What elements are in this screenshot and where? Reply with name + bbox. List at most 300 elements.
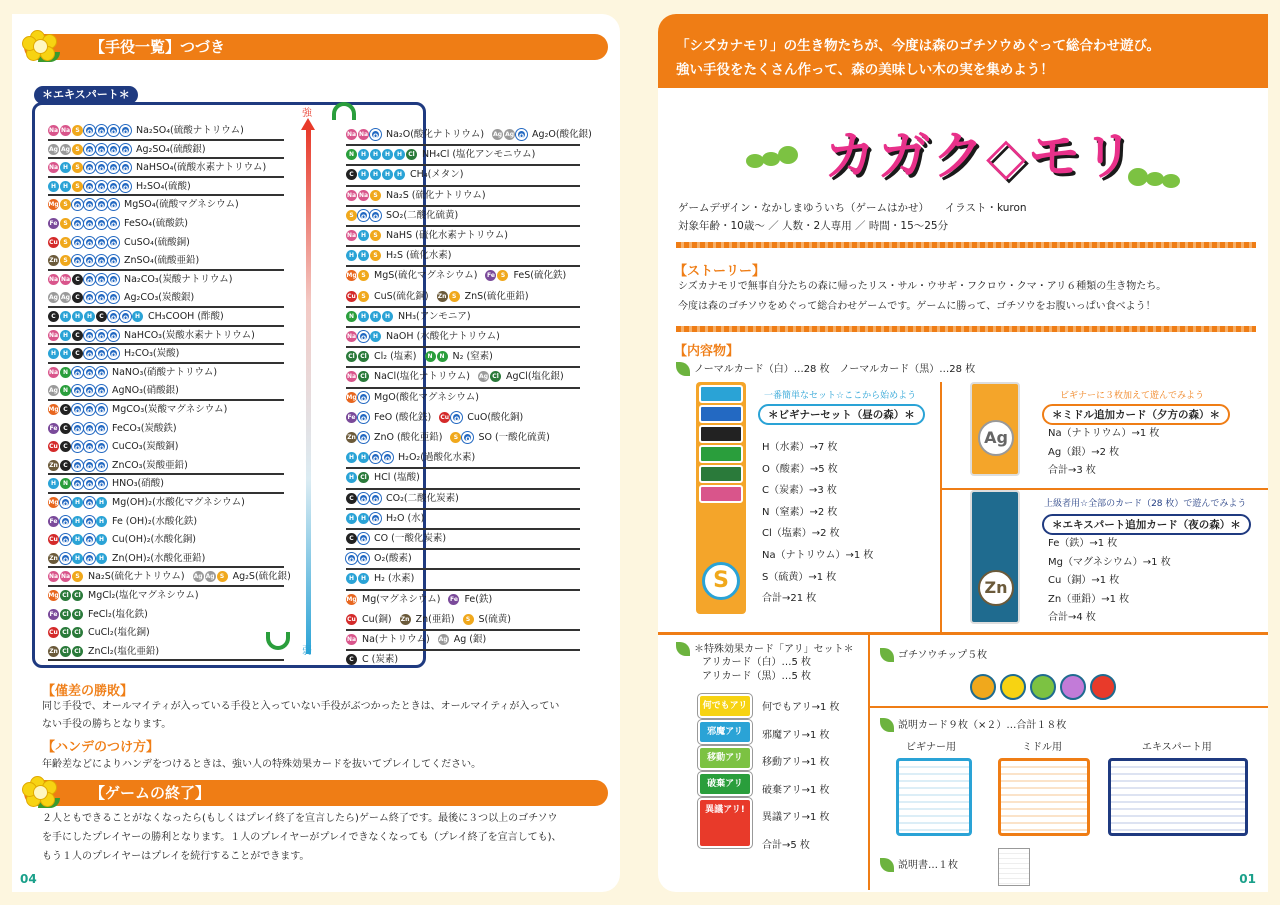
acorn-chip-icon — [970, 674, 996, 700]
hand-row — [346, 469, 428, 486]
hand-row — [48, 252, 207, 269]
element-chip-c: C — [72, 330, 83, 341]
formula-text: S(硫黄) — [478, 613, 511, 625]
special-title: ＊特殊効果カード「アリ」セット＊ — [676, 642, 854, 656]
element-chip-h: H — [48, 348, 59, 359]
element-chip-h: H — [48, 478, 59, 489]
list-item: Mg（マグネシウム）→1 枚 — [1048, 556, 1171, 568]
ant-card: 何でもアリ — [698, 694, 752, 718]
element-chip-o: O — [96, 199, 107, 210]
element-chip-ag: Ag — [61, 294, 70, 302]
hand-row — [346, 550, 420, 567]
hand-row — [346, 187, 494, 204]
formula-text: CH₃COOH (酢酸) — [148, 311, 224, 322]
intro-banner — [658, 14, 1268, 88]
hand-row — [346, 651, 406, 668]
formula-text: MgCl₂(塩化マグネシウム) — [88, 590, 199, 601]
element-chip-cl: Cl — [346, 351, 357, 362]
hand-row — [48, 531, 204, 548]
expert-set-label: ＊エキスパート追加カード（夜の森）＊ — [1042, 514, 1251, 535]
element-chip-h: H — [96, 534, 107, 545]
element-chip-o: O — [451, 412, 462, 423]
list-item: O（酸素）→5 枚 — [762, 463, 838, 475]
element-chip-o: O — [72, 478, 83, 489]
element-chip-o: O — [84, 274, 95, 285]
story-text-1: シズカナモリで無事自分たちの森に帰ったリス・サル・ウサギ・フクロウ・クマ・アリ６種類の生き物たち。 — [678, 281, 1167, 292]
element-chip-cl: Cl — [358, 351, 369, 362]
element-chip-o: O — [84, 292, 95, 303]
list-item: Ag（銀）→2 枚 — [1048, 446, 1120, 458]
element-chip-o: O — [96, 237, 107, 248]
element-chip-cu: Cu — [440, 413, 450, 421]
formula-text: Cu(銅) — [362, 613, 392, 625]
hand-row — [346, 449, 483, 466]
formula-text: NH₃(アンモニア) — [398, 310, 471, 322]
element-chip-o: O — [96, 441, 107, 452]
element-chip-o: O — [108, 125, 119, 136]
list-item: 破棄アリ→1 枚 — [762, 784, 830, 796]
hand-row — [346, 490, 467, 507]
flower-icon — [16, 774, 68, 812]
formula-text: Cu(OH)₂(水酸化銅) — [112, 534, 196, 546]
formula-text: H₂CO₃(炭酸) — [124, 348, 180, 360]
hand-row — [48, 289, 202, 306]
element-chip-s: S — [60, 199, 71, 210]
formula-text: Fe(鉄) — [464, 593, 493, 605]
element-chip-o: O — [96, 218, 107, 229]
element-chip-h: H — [72, 534, 83, 545]
formula-text: NaNO₃(硝酸ナトリウム) — [112, 366, 218, 378]
element-chip-ag: Ag — [61, 145, 70, 153]
element-chip-o: O — [108, 330, 119, 341]
formula-text: MgS(硫化マグネシウム) — [374, 270, 478, 282]
hande-text: 年齢差などによりハンデをつけるときは、強い人の特殊効果カードを抜いてプレイしてください。 — [42, 759, 482, 770]
handicap-title: 【僅差の勝敗】 — [42, 684, 134, 699]
formula-text: CuS(硫化銅) — [374, 290, 429, 302]
formula-text: MgCO₃(炭酸マグネシウム) — [112, 404, 228, 415]
formula-text: CH₄(メタン) — [410, 169, 464, 181]
formula-text: O₂(酸素) — [374, 553, 412, 565]
element-chip-o: O — [120, 162, 131, 173]
element-chip-o: O — [96, 255, 107, 266]
element-chip-h: H — [72, 311, 83, 322]
hand-row — [48, 308, 232, 325]
element-chip-o: O — [370, 452, 381, 463]
element-chip-ag: Ag — [49, 387, 58, 395]
element-chip-h: H — [346, 573, 357, 584]
element-chip-n: N — [60, 367, 71, 378]
element-chip-na: Na — [48, 127, 59, 134]
formula-text: AgNO₃(硝酸銀) — [112, 385, 179, 397]
element-chip-cl: Cl — [406, 149, 417, 160]
element-chip-cl: Cl — [72, 646, 83, 657]
special-sub-2: アリカード（黒）…5 枚 — [702, 671, 812, 682]
element-chip-h: H — [394, 149, 405, 160]
element-chip-fe: Fe — [49, 517, 58, 525]
hand-row — [346, 126, 600, 143]
element-chip-o: O — [84, 367, 95, 378]
hand-row — [346, 207, 466, 224]
element-chip-o: O — [72, 218, 83, 229]
carrot-chip-icon — [1030, 674, 1056, 700]
element-chip-o: O — [72, 404, 83, 415]
element-chip-fe: Fe — [347, 413, 356, 421]
hand-row — [346, 409, 531, 426]
chips-title: ゴチソウチップ５枚 — [880, 646, 987, 665]
list-item: Cl（塩素）→2 枚 — [762, 528, 840, 540]
element-chip-o: O — [120, 311, 131, 322]
formula-text: SO₂(二酸化硫黄) — [386, 209, 459, 221]
hand-row — [48, 513, 205, 530]
element-chip-o: O — [120, 181, 131, 192]
explain-label-expert: エキスパート用 — [1142, 742, 1212, 753]
element-chip-n: N — [60, 385, 71, 396]
formula-text: H₂S (硫化水素) — [386, 250, 452, 262]
element-chip-h: H — [382, 149, 393, 160]
element-chip-na: Na — [346, 636, 357, 643]
element-chip-ag: Ag — [193, 573, 203, 581]
element-chip-o: O — [84, 144, 95, 155]
element-chip-na: Na — [60, 573, 71, 581]
element-chip-o: O — [96, 125, 107, 136]
element-chip-o: O — [84, 237, 95, 248]
explain-card-beginner — [896, 758, 972, 836]
element-chip-na: Na — [346, 333, 357, 340]
formula-text: Na₂SO₄(硫酸ナトリウム) — [136, 125, 244, 136]
element-chip-n: N — [437, 351, 448, 362]
formula-text: Mg(マグネシウム) — [362, 593, 441, 605]
element-chip-o: O — [96, 404, 107, 415]
element-chip-cu: Cu — [347, 615, 356, 623]
element-chip-h: H — [346, 513, 357, 524]
element-chip-s: S — [217, 571, 228, 582]
element-chip-o: O — [358, 533, 369, 544]
element-chip-na: Na — [48, 164, 59, 172]
element-chip-h: H — [358, 169, 369, 180]
formula-text: CO₂(二酸化炭素) — [386, 492, 459, 504]
list-item: S（硫黄）→1 枚 — [762, 571, 837, 583]
element-chip-o: O — [96, 385, 107, 396]
hand-row — [48, 327, 263, 344]
middle-hint: ビギナーに３枚加えて遊んでみよう — [1060, 391, 1205, 401]
hande-title: 【ハンデのつけ方】 — [42, 740, 160, 755]
hand-row — [48, 122, 252, 139]
list-item: 合計→21 枚 — [762, 593, 817, 605]
element-chip-cu: Cu — [49, 536, 58, 544]
element-chip-na: Na — [48, 331, 59, 339]
element-chip-o: O — [84, 516, 95, 527]
element-chip-o: O — [84, 553, 95, 564]
formula-text: NaCl(塩化ナトリウム) — [374, 371, 471, 383]
hand-row — [346, 510, 432, 527]
element-chip-mg: Mg — [48, 406, 59, 413]
formula-text: CuSO₄(硫酸銅) — [124, 236, 190, 248]
element-chip-c: C — [72, 348, 83, 359]
element-chip-o: O — [108, 144, 119, 155]
element-chip-zn: Zn — [49, 554, 58, 562]
element-chip-o: O — [120, 144, 131, 155]
element-chip-h: H — [132, 311, 143, 322]
hand-row — [346, 166, 472, 183]
element-chip-o: O — [60, 534, 71, 545]
element-chip-na: Na — [346, 232, 357, 239]
element-chip-o: O — [84, 460, 95, 471]
element-chip-fe: Fe — [49, 220, 58, 227]
page-number: 04 — [20, 872, 37, 886]
formula-text: NaHS (硫化水素ナトリウム) — [386, 230, 508, 241]
formula-text: Fe (OH)₂(水酸化鉄) — [112, 515, 198, 527]
end-text-3: もう１人のプレイヤーはプレイを続行することができます。 — [42, 851, 310, 862]
element-chip-o: O — [358, 331, 369, 342]
element-chip-o: O — [370, 129, 381, 140]
meta-info: 対象年齢・10歳〜 ／ 人数・2人専用 ／ 時間・15〜25分 — [678, 220, 949, 232]
contents-title: 【内容物】 — [674, 344, 740, 359]
element-chip-o: O — [108, 255, 119, 266]
hand-row — [48, 215, 196, 232]
banana-chip-icon — [1000, 674, 1026, 700]
credit: ゲームデザイン・なかしまゆういち（ゲームはかせ） イラスト・kuron — [678, 202, 1027, 214]
element-chip-h: H — [346, 250, 357, 261]
formula-text: Mg(OH)₂(水酸化マグネシウム) — [112, 497, 245, 508]
element-chip-s: S — [358, 291, 369, 302]
formula-text: CuO(酸化銅) — [467, 411, 524, 423]
hand-row — [48, 382, 187, 399]
element-chip-cu: Cu — [49, 629, 58, 637]
element-chip-ag: Ag — [205, 573, 215, 581]
formula-text: MgSO₄(硫酸マグネシウム) — [124, 199, 239, 211]
element-chip-h: H — [60, 348, 71, 359]
element-chip-mg: Mg — [48, 499, 59, 506]
hand-row — [48, 141, 214, 158]
list-item: Na（ナトリウム）→1 枚 — [1048, 428, 1160, 439]
element-chip-h: H — [60, 311, 71, 322]
leaf-icon — [676, 642, 690, 656]
element-chip-o: O — [84, 125, 95, 136]
handicap-text-2: ない手役の勝ちとなります。 — [42, 719, 172, 730]
element-chip-o: O — [108, 237, 119, 248]
curved-arrow-icon — [332, 102, 356, 120]
hand-row — [346, 146, 543, 163]
element-chip-mg: Mg — [346, 595, 357, 603]
element-chip-s: S — [450, 432, 461, 443]
element-chip-h: H — [358, 513, 369, 524]
element-chip-o: O — [382, 452, 393, 463]
list-item: C（炭素）→3 枚 — [762, 485, 837, 497]
formula-text: FeO (酸化鉄) — [374, 411, 432, 423]
element-chip-o: O — [96, 367, 107, 378]
formula-text: FeCO₃(炭酸鉄) — [112, 422, 177, 434]
formula-text: FeCl₂(塩化鉄) — [88, 608, 148, 620]
story-text-2: 今度は森のゴチソウをめぐって総合わせゲームです。ゲームに勝って、ゴチソウをお腹いっぱい食べよう！ — [678, 301, 1156, 312]
ant-icon — [1128, 164, 1188, 194]
element-chip-h: H — [358, 149, 369, 160]
hand-row — [346, 368, 572, 385]
element-chip-na: Na — [358, 131, 369, 138]
banner-line-2: 強い手役をたくさん作って、森の美味しい木の実を集めよう！ — [676, 62, 1054, 78]
element-chip-h: H — [84, 311, 95, 322]
formula-text: Na₂S(硫化ナトリウム) — [88, 571, 185, 583]
element-chip-s: S — [370, 250, 381, 261]
section-title-hand-list: 【手役一覧】つづき — [24, 34, 608, 60]
element-chip-s: S — [463, 614, 474, 625]
element-chip-o: O — [96, 292, 107, 303]
element-chip-o: O — [72, 237, 83, 248]
hand-row — [48, 568, 299, 585]
element-chip-ag: Ag — [493, 131, 503, 138]
hand-row — [48, 643, 167, 660]
element-chip-s: S — [72, 181, 83, 192]
element-chip-zn: Zn — [437, 292, 447, 300]
element-chip-h: H — [358, 311, 369, 322]
explain-card-expert — [1108, 758, 1248, 836]
divider — [658, 632, 1268, 635]
formula-text: FeSO₄(硫酸鉄) — [124, 218, 189, 229]
element-chip-o: O — [108, 292, 119, 303]
hand-row — [48, 457, 196, 474]
formula-text: Ag₂SO₄(硫酸銀) — [136, 143, 206, 155]
element-chip-h: H — [96, 553, 107, 564]
element-chip-cl: Cl — [72, 609, 83, 620]
element-chip-o: O — [120, 125, 131, 136]
formula-text: H₂O₂(過酸化水素) — [398, 452, 476, 464]
element-chip-s: S — [72, 144, 83, 155]
divider-vertical — [868, 632, 870, 890]
formula-text: NaOH (水酸化ナトリウム) — [386, 331, 500, 342]
expert-big-card: Zn — [978, 570, 1014, 606]
element-chip-o: O — [108, 162, 119, 173]
expert-tag: ＊エキスパート＊ — [34, 86, 138, 104]
explain-card-middle — [998, 758, 1090, 836]
element-chip-h: H — [358, 573, 369, 584]
element-chip-na: Na — [60, 275, 71, 283]
hand-row — [346, 389, 487, 406]
left-page — [12, 14, 620, 892]
list-item: 移動アリ→1 枚 — [762, 757, 830, 769]
element-chip-o: O — [60, 516, 71, 527]
strong-label: 強 — [302, 108, 312, 119]
formula-text: ZnCl₂(塩化亜鉛) — [88, 645, 160, 657]
element-chip-o: O — [358, 553, 369, 564]
hand-row — [48, 271, 240, 288]
divider — [676, 242, 1256, 248]
element-chip-o: O — [358, 392, 369, 403]
ant-card: 邪魔アリ — [698, 720, 752, 744]
banner-line-1: 「シズカナモリ」の生き物たちが、今度は森のゴチソウめぐって総合わせ遊び。 — [676, 38, 1160, 54]
element-card-c — [699, 425, 743, 443]
element-chip-s: S — [370, 190, 381, 201]
ant-card: 異議アリ! — [698, 798, 752, 848]
element-chip-zn: Zn — [347, 434, 356, 441]
element-chip-s: S — [60, 218, 71, 229]
element-chip-h: H — [346, 452, 357, 463]
divider — [676, 326, 1256, 332]
formula-text: ZnS(硫化亜鉛) — [464, 290, 529, 302]
element-chip-mg: Mg — [48, 592, 59, 599]
explain-title: 説明カード９枚（×２）…合計１８枚 — [880, 716, 1066, 735]
formula-text: ZnCO₃(炭酸亜鉛) — [112, 459, 188, 471]
element-chip-h: H — [72, 497, 83, 508]
divider-vertical — [940, 382, 942, 634]
formula-text: NH₄Cl (塩化アンモニウム) — [422, 149, 536, 161]
element-chip-cl: Cl — [60, 609, 71, 620]
element-chip-o: O — [84, 255, 95, 266]
element-chip-c: C — [346, 654, 357, 665]
element-chip-ag: Ag — [49, 294, 58, 302]
element-chip-h: H — [48, 181, 59, 192]
beginner-set-label: ＊ビギナーセット（昼の森）＊ — [758, 404, 925, 425]
formula-text: Zn(OH)₂(水酸化亜鉛) — [112, 552, 206, 564]
formula-text: CuCO₃(炭酸銅) — [112, 441, 179, 453]
element-chip-c: C — [60, 404, 71, 415]
hand-row — [48, 364, 225, 381]
hand-row — [346, 591, 500, 608]
element-chip-cu: Cu — [347, 292, 356, 300]
leaf-icon — [880, 648, 894, 662]
hand-row — [48, 196, 247, 213]
element-chip-mg: Mg — [346, 272, 357, 280]
hand-row — [346, 631, 494, 648]
element-chip-n: N — [346, 311, 357, 322]
element-chip-na: Na — [48, 275, 59, 283]
element-chip-s: S — [72, 125, 83, 136]
element-chip-zn: Zn — [49, 257, 58, 265]
formula-text: H₂O (水) — [386, 512, 425, 524]
element-chip-cl: Cl — [358, 472, 369, 483]
element-chip-o: O — [72, 199, 83, 210]
element-chip-o: O — [84, 181, 95, 192]
element-chip-zn: Zn — [49, 647, 58, 655]
element-chip-na: Na — [346, 191, 357, 199]
element-chip-mg: Mg — [346, 393, 357, 401]
element-chip-c: C — [96, 311, 107, 322]
element-chip-cu: Cu — [49, 238, 58, 246]
end-text-2: を手にしたプレイヤーの勝利となります。１人のプレイヤーがプレイできなくなっても（プレイ終了を宣言しても)、 — [42, 832, 562, 843]
formula-text: Ag (銀) — [453, 634, 487, 645]
element-chip-o: O — [72, 441, 83, 452]
element-chip-h: H — [96, 497, 107, 508]
element-chip-o: O — [84, 385, 95, 396]
explain-label-middle: ミドル用 — [1022, 742, 1062, 753]
flower-icon — [16, 28, 68, 66]
element-chip-o: O — [108, 199, 119, 210]
element-chip-o: O — [370, 493, 381, 504]
formula-text: CO (一酸化炭素) — [374, 533, 447, 544]
element-chip-cl: Cl — [60, 627, 71, 638]
element-card-cl — [699, 465, 743, 483]
hand-row — [346, 530, 454, 547]
element-chip-o: O — [516, 129, 527, 140]
element-chip-o: O — [346, 553, 357, 564]
leaf-icon — [676, 362, 690, 376]
element-chip-fe: Fe — [49, 424, 58, 432]
hand-row — [48, 494, 253, 511]
formula-text: HNO₃(硝酸) — [112, 478, 164, 490]
element-chip-cl: Cl — [358, 371, 369, 382]
hand-row — [48, 178, 199, 195]
element-chip-fe: Fe — [449, 595, 458, 603]
list-item: Na（ナトリウム）→1 枚 — [762, 550, 874, 561]
hand-row — [346, 308, 479, 325]
element-chip-o: O — [84, 478, 95, 489]
element-chip-c: C — [346, 533, 357, 544]
element-chip-h: H — [60, 181, 71, 192]
element-chip-ag: Ag — [479, 373, 488, 381]
hand-row — [346, 429, 558, 446]
formula-text: ZnO (酸化亜鉛) — [374, 432, 443, 443]
element-chip-c: C — [72, 274, 83, 285]
hand-row — [346, 611, 519, 628]
hand-row — [48, 550, 213, 567]
